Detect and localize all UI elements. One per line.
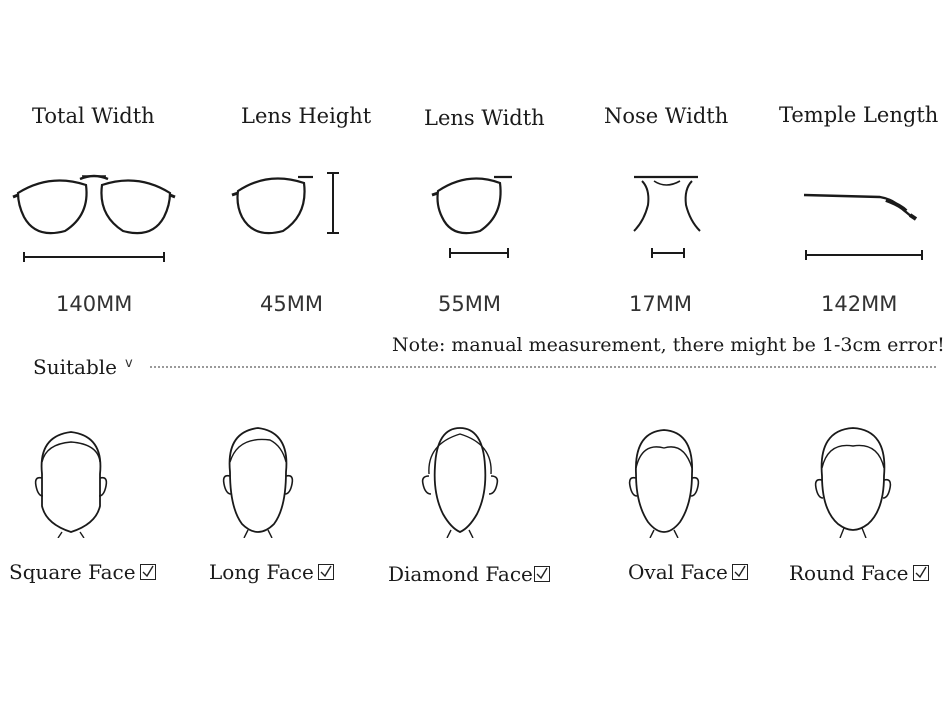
- measure-label-lens-height: Lens Height: [241, 104, 372, 128]
- face-label-oval: [628, 560, 748, 584]
- measure-label-total-width: Total Width: [32, 104, 155, 128]
- face-label-text: Long Face: [209, 560, 314, 584]
- glasses-front-icon: [10, 165, 180, 265]
- checkbox-checked-icon: [318, 564, 334, 580]
- square-face-icon: [28, 428, 114, 538]
- face-label-text: Round Face: [789, 561, 909, 585]
- lens-width-icon: [428, 165, 528, 265]
- face-label-long: [209, 560, 334, 584]
- measure-value-lens-height: 45MM: [260, 292, 323, 316]
- face-label-square: [9, 560, 156, 584]
- measure-value-total-width: 140MM: [56, 292, 133, 316]
- measure-value-temple-length: 142MM: [821, 292, 898, 316]
- round-face-icon: [810, 426, 896, 538]
- checkbox-checked-icon: [140, 564, 156, 580]
- measure-value-nose-width: 17MM: [629, 292, 692, 316]
- temple-arm-icon: [800, 175, 930, 270]
- face-label-text: Square Face: [9, 560, 136, 584]
- face-label-round: [789, 561, 929, 585]
- suitable-label: Suitable: [33, 355, 117, 379]
- face-label-text: Diamond Face: [388, 562, 533, 586]
- nose-bridge-icon: [628, 165, 708, 265]
- checkbox-checked-icon: [913, 565, 929, 581]
- measure-label-lens-width: Lens Width: [424, 106, 545, 130]
- lens-height-icon: [228, 165, 348, 240]
- oval-face-icon: [622, 428, 706, 538]
- checkbox-checked-icon: [732, 564, 748, 580]
- measurement-note: Note: manual measurement, there might be 1-3cm error!: [392, 334, 945, 356]
- long-face-icon: [218, 426, 298, 538]
- dotted-divider: [150, 366, 936, 368]
- diamond-face-icon: [415, 424, 505, 538]
- measure-value-lens-width: 55MM: [438, 292, 501, 316]
- face-label-diamond: [388, 562, 550, 586]
- measure-label-temple-length: Temple Length: [779, 103, 939, 127]
- checkbox-checked-icon: [534, 566, 550, 582]
- measure-label-nose-width: Nose Width: [604, 104, 729, 128]
- chevron-down-icon: v: [125, 356, 133, 371]
- face-label-text: Oval Face: [628, 560, 728, 584]
